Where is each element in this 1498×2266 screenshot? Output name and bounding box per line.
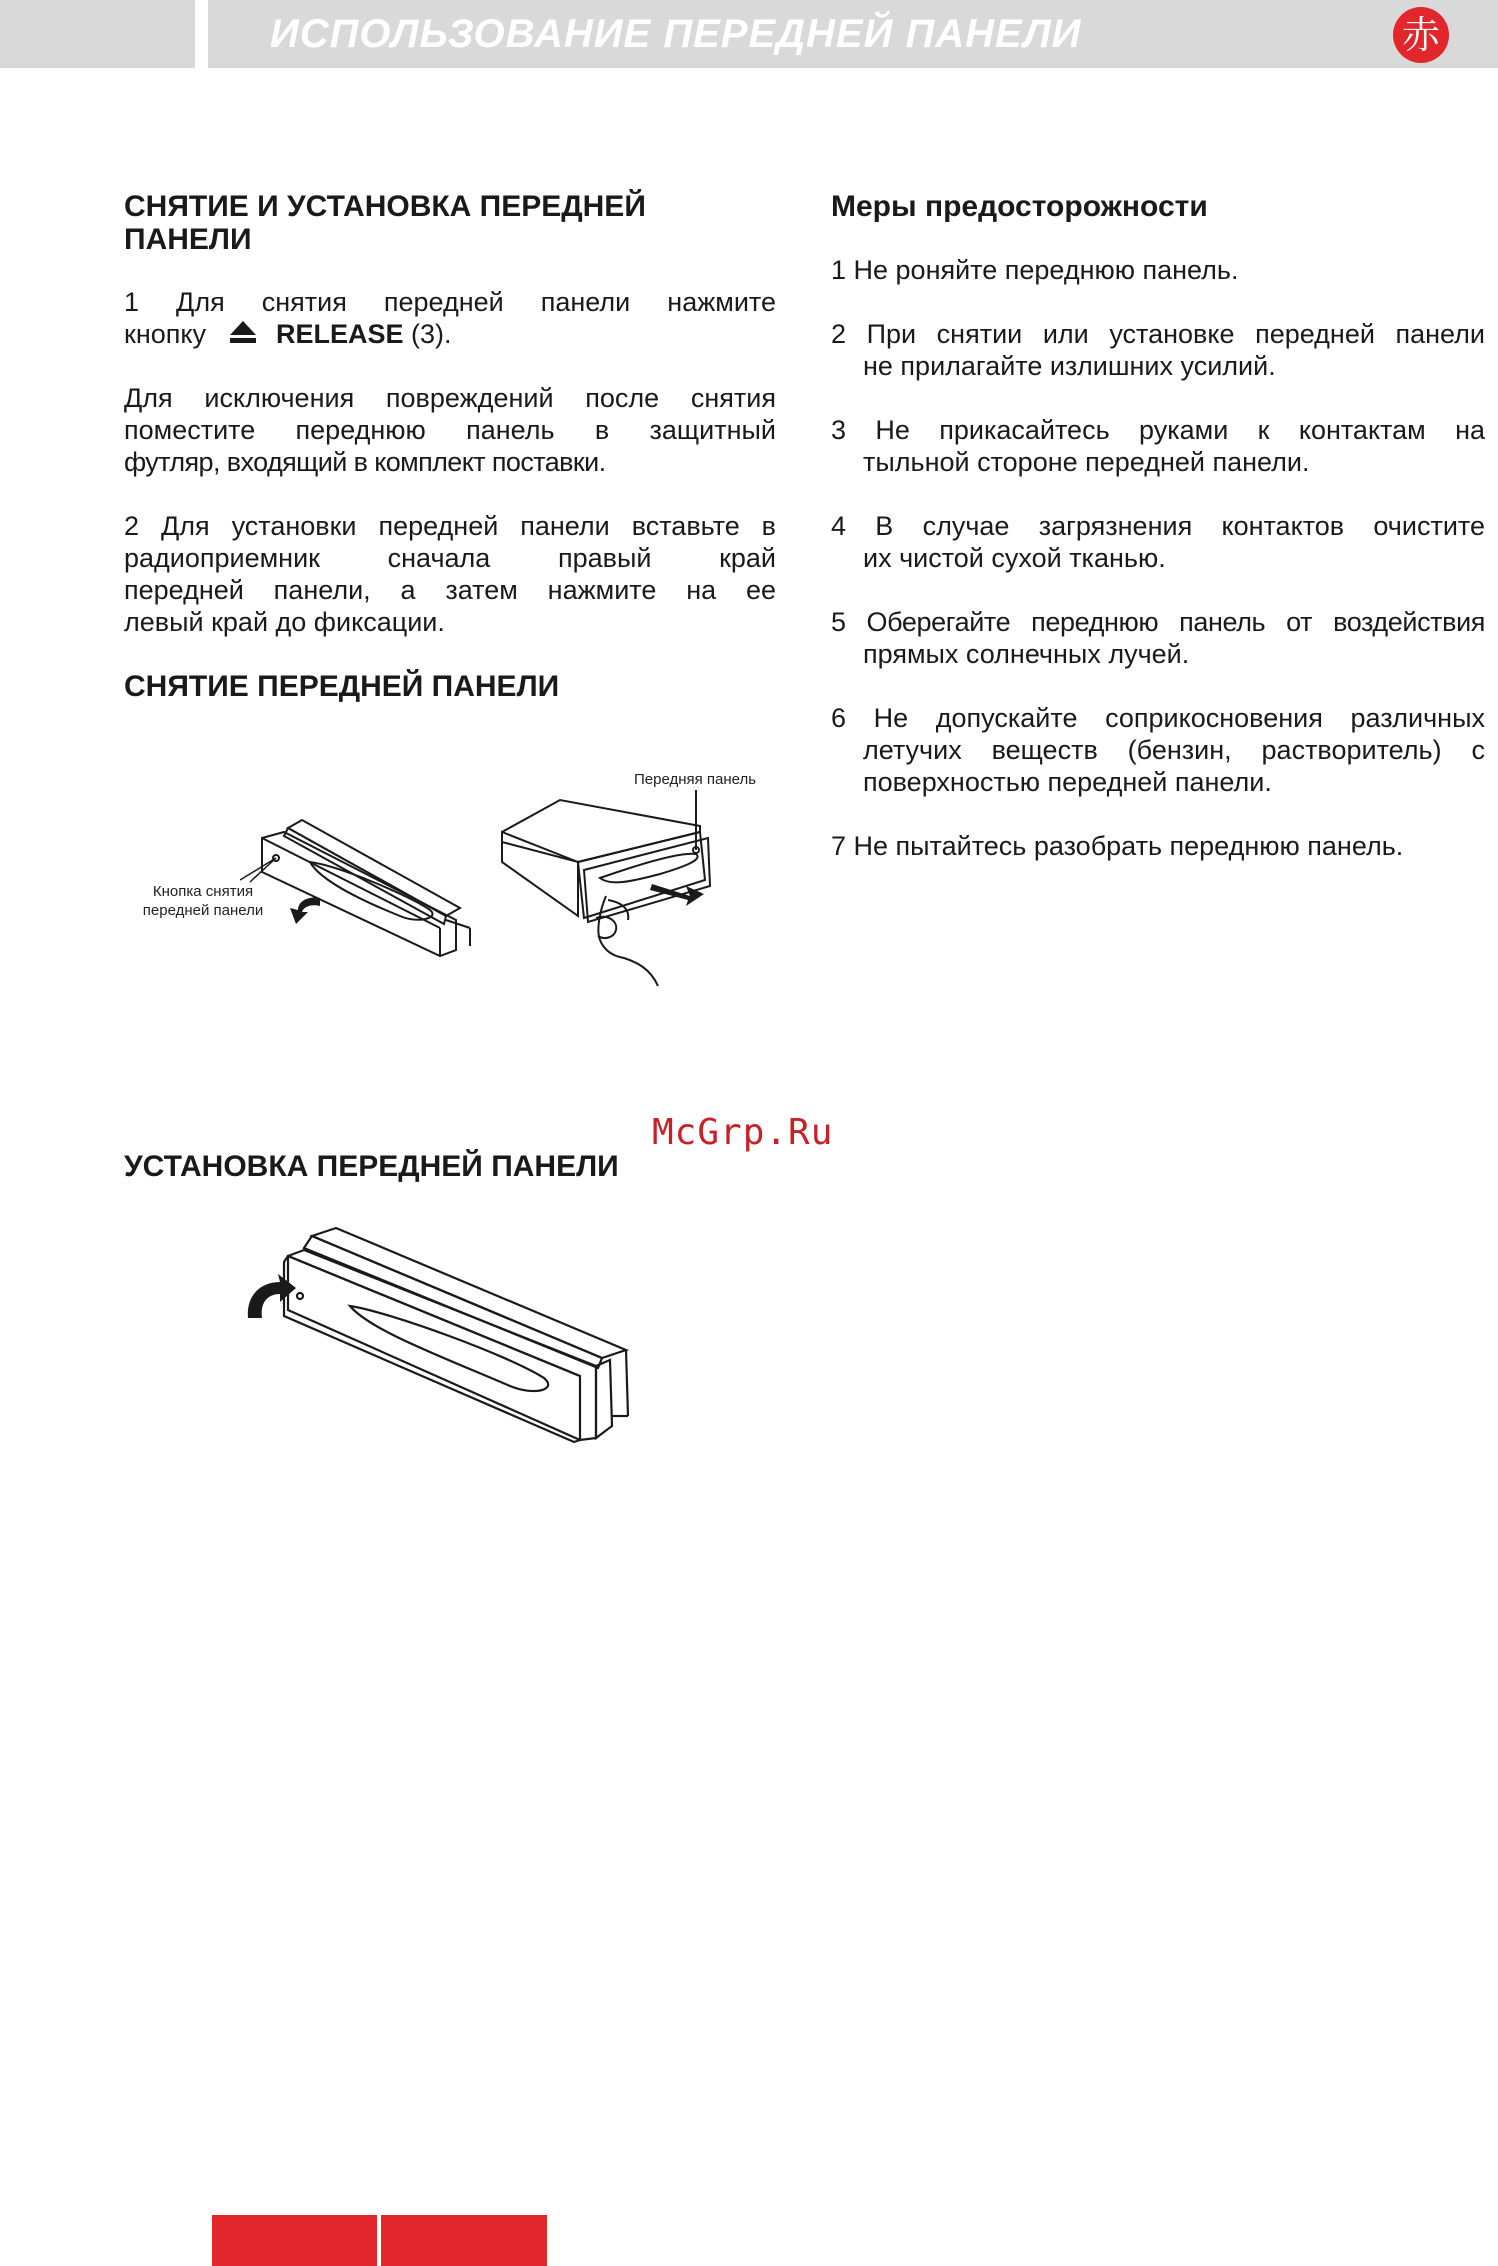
precautions-title: Меры предосторожности [831,190,1208,223]
step-1-button-line [124,318,776,350]
step-1-line: 1 Для снятия передней панели нажмите [124,287,776,317]
footer-block-right [381,2215,547,2266]
section-title-install: УСТАНОВКА ПЕРЕДНЕЙ ПАНЕЛИ [124,1150,619,1183]
precaution-item-1: 1 Не роняйте переднюю панель. [831,255,1239,285]
eject-icon [228,319,258,345]
protect-line-1: Для исключения повреждений после снятия [124,383,776,413]
precaution-item-2: 2 При снятии или установке передней панели не прилагайте излишних усилий. [831,319,1485,381]
step-2-line-4: левый край до фиксации. [124,607,445,637]
protect-line-3: футляр, входящий в комплект поставки. [124,447,606,477]
panel-removal-hand-illustration [500,790,760,990]
release-button-label: RELEASE [275,319,404,349]
precaution-item-5: 5 Оберегайте переднюю панель от воздействия прямых солнечных лучей. [831,607,1485,669]
header-left-block [0,0,195,68]
step-2 [124,510,776,638]
footer-block-left [212,2215,377,2266]
protect-line-2: поместите переднюю панель в защитный [124,415,776,445]
step-1 [124,286,776,350]
section-remove-install [124,190,776,256]
precaution-item-4: 4 В случае загрязнения контактов очистите их чистой сухой тканью. [831,511,1485,573]
section-title-remove: СНЯТИЕ ПЕРЕДНЕЙ ПАНЕЛИ [124,670,560,703]
step-2-line-1: 2 Для установки передней панели вставьте в [124,511,776,541]
pull-arrow-icon [290,898,320,925]
page-title: ИСПОЛЬЗОВАНИЕ ПЕРЕДНЕЙ ПАНЕЛИ [270,12,1082,56]
step-2-line-2: радиоприемник сначала правый край [124,543,776,573]
section-title-remove-install: СНЯТИЕ И УСТАНОВКА ПЕРЕДНЕЙ ПАНЕЛИ [124,190,646,256]
label-release-button: Кнопка снятия передней панели [142,883,264,919]
step-1-prefix: кнопку [124,319,206,349]
step-1-suffix: (3). [411,319,452,349]
step-2-line-3: передней панели, а затем нажмите на ее [124,575,776,605]
section-remove [124,670,776,703]
section-install [124,1150,776,1183]
panel-install-illustration [240,1226,640,1446]
precaution-item-7: 7 Не пытайтесь разобрать переднюю панель. [831,831,1404,861]
brand-logo: 赤 [1393,7,1449,63]
watermark: McGrp.Ru [652,1112,834,1153]
precaution-item-3: 3 Не прикасайтесь руками к контактам на тыльной стороне передней панели. [831,415,1485,477]
precautions-section [831,190,1485,223]
front-panel-release-illustration [240,800,480,970]
label-front-panel: Передняя панель [634,771,757,788]
protect-paragraph [124,382,776,478]
precaution-item-6: 6 Не допускайте соприкосновения различных летучих веществ (бензин, растворитель) с поверхностью передней панели. [831,703,1485,797]
